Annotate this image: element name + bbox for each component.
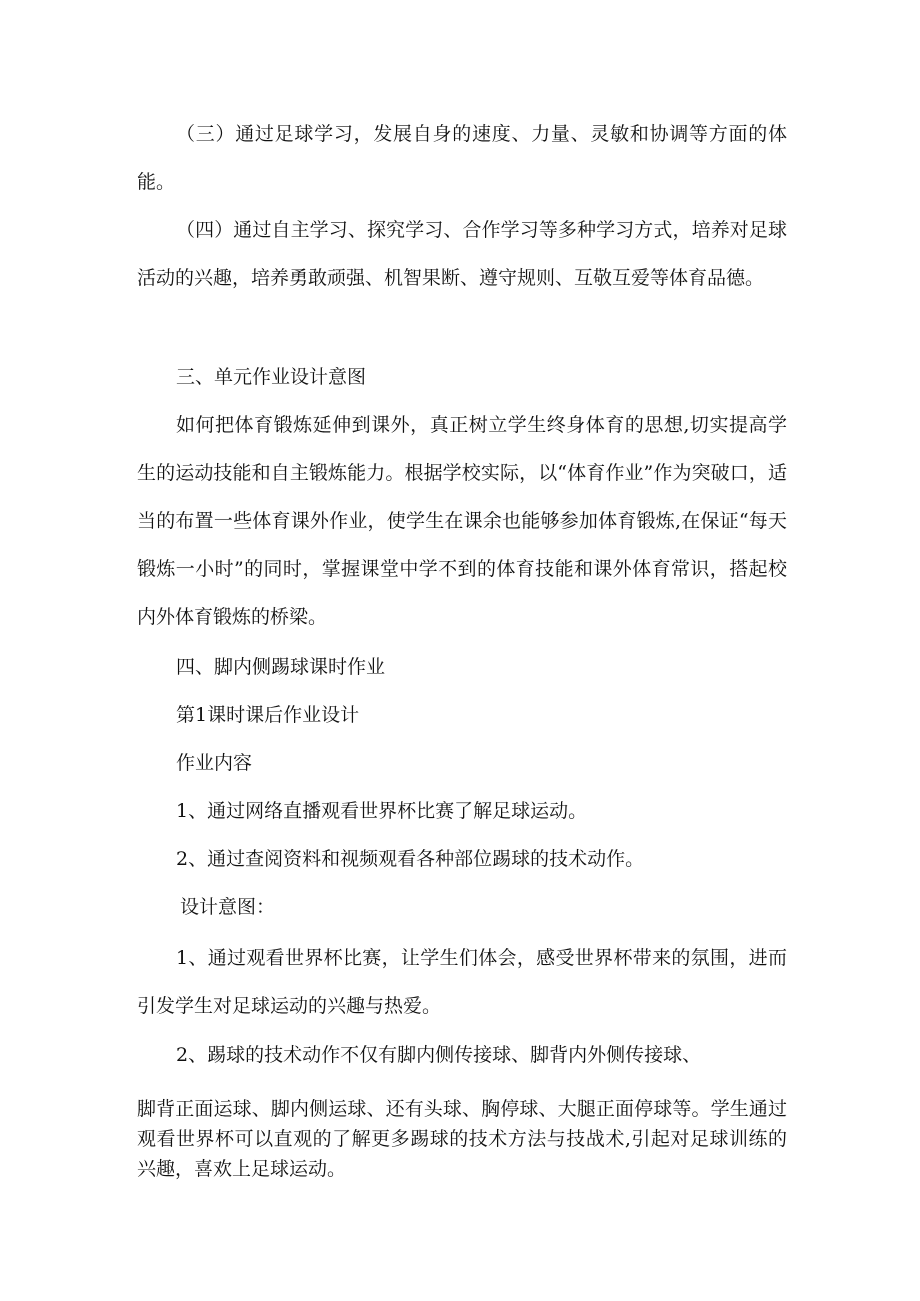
paragraph-goal-3: （三）通过足球学习，发展自身的速度、力量、灵敏和协调等方面的体能。 bbox=[137, 123, 787, 193]
homework-item-2: 2、通过查阅资料和视频观看各种部位踢球的技术动作。 bbox=[176, 848, 645, 870]
section-heading-3: 三、单元作业设计意图 bbox=[176, 366, 367, 388]
homework-content-heading: 作业内容 bbox=[176, 752, 253, 774]
lesson-title: 第1课时课后作业设计 bbox=[176, 704, 360, 726]
design-intent-item-2: 2、踢球的技术动作不仅有脚内侧传接球、脚背内外侧传接球、 bbox=[176, 1044, 702, 1066]
paragraph-design-intent: 如何把体育锻炼延伸到课外，真正树立学生终身体育的思想,切实提高学生的运动技能和自主锻炼能力。根据学校实际，以“体育作业”作为突破口，适当的布置一些体育课外作业，使学生在课余也能够参加体育锻炼,在保证“每天锻炼一小时”的同时，掌握课堂中学不到的体育技能和课外体育常识，搭起校内外体育锻炼的桥梁。 bbox=[137, 414, 787, 628]
design-intent-item-1: 1、通过观看世界杯比赛，让学生们体会，感受世界杯带来的氛围，进而引发学生对足球运动的兴趣与热爱。 bbox=[137, 947, 787, 1017]
design-intent-item-2-continued: 脚背正面运球、脚内侧运球、还有头球、胸停球、大腿正面停球等。学生通过观看世界杯可以直观的了解更多踢球的技术方法与技战术,引起对足球训练的兴趣，喜欢上足球运动。 bbox=[137, 1098, 787, 1180]
section-heading-4: 四、脚内侧踢球课时作业 bbox=[176, 656, 386, 678]
paragraph-goal-4: （四）通过自主学习、探究学习、合作学习等多种学习方式，培养对足球活动的兴趣，培养勇敢顽强、机智果断、遵守规则、互敬互爱等体育品德。 bbox=[137, 219, 787, 289]
design-intent-heading: 设计意图： bbox=[180, 896, 276, 918]
homework-item-1: 1、通过网络直播观看世界杯比赛了解足球运动。 bbox=[176, 800, 588, 822]
